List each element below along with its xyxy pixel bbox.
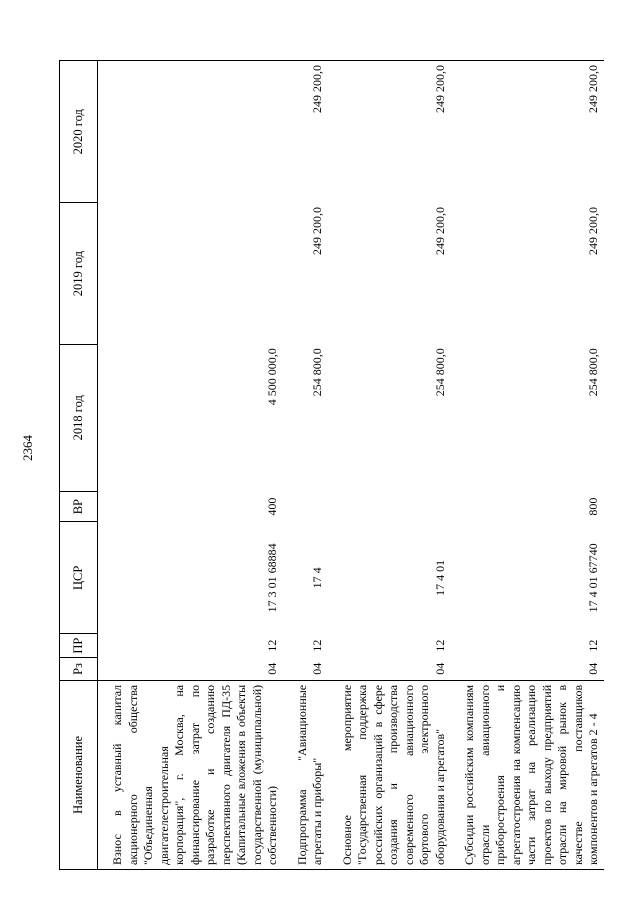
row-name: Субсидии российским компаниям отрасли авиационного приборостроения и агрегатостроения на компенсацию части затрат на реализацию проектов по выходу предприятий отрасли на мировой рынок в качестве поставщиков компонентов и агрегатов 2 - 4 bbox=[460, 680, 604, 869]
row-pr: 12 bbox=[432, 639, 447, 652]
page-number: 2364 bbox=[20, 435, 35, 461]
row-name: Основное мероприятие "Государственная поддержка российских организаций в сфере создания и производства современного авиационного бортового электронного оборудования и агрегатов" bbox=[338, 680, 451, 869]
row-csr: 17 3 01 68884 bbox=[265, 543, 279, 613]
row-pr: 12 bbox=[265, 639, 279, 652]
row-csr: 17 4 01 67740 bbox=[586, 543, 600, 613]
table-row bbox=[108, 61, 283, 870]
row-2020: 249 200,0 bbox=[460, 61, 604, 203]
row-2019: 249 200,0 bbox=[432, 206, 447, 255]
row-csr: 17 4 01 bbox=[432, 559, 447, 596]
table-row bbox=[338, 61, 451, 870]
table-row bbox=[293, 61, 328, 870]
row-2018: 254 800,0 bbox=[432, 348, 447, 397]
header-name: Наименование bbox=[60, 680, 98, 869]
row-2019 bbox=[108, 203, 283, 344]
row-2020 bbox=[108, 61, 283, 203]
row-rz: 04 bbox=[310, 662, 324, 675]
row-rz: 04 bbox=[586, 662, 600, 675]
row-csr: 17 4 bbox=[310, 567, 324, 589]
row-rz: 04 bbox=[265, 662, 279, 675]
header-vr: ВР bbox=[60, 491, 98, 522]
row-vr bbox=[293, 491, 328, 522]
row-2020: 249 200,0 bbox=[293, 61, 328, 203]
row-vr: 400 bbox=[265, 497, 279, 516]
row-2019: 249 200,0 bbox=[586, 206, 600, 255]
header-rz: Рз bbox=[60, 658, 98, 681]
header-csr: ЦСР bbox=[60, 522, 98, 634]
row-pr: 12 bbox=[586, 639, 600, 652]
header-pr: ПР bbox=[60, 634, 98, 658]
table-row bbox=[460, 61, 604, 870]
header-2020: 2020 год bbox=[60, 61, 98, 203]
row-2018: 254 800,0 bbox=[310, 348, 324, 397]
row-vr bbox=[338, 491, 451, 522]
header-2019: 2019 год bbox=[60, 203, 98, 344]
row-rz: 04 bbox=[432, 662, 447, 675]
row-2019: 249 200,0 bbox=[310, 206, 324, 255]
budget-table bbox=[59, 60, 604, 870]
row-2018: 254 800,0 bbox=[586, 348, 600, 397]
rotated-page-content bbox=[59, 60, 600, 870]
header-2018: 2018 год bbox=[60, 344, 98, 491]
row-2020: 249 200,0 bbox=[338, 61, 451, 203]
table-header-row bbox=[60, 61, 98, 870]
row-pr: 12 bbox=[310, 639, 324, 652]
row-2018: 4 500 000,0 bbox=[265, 348, 279, 406]
row-name: Взнос в уставный капитал акционерного общества "Объединенная двигателестроительная корпорация", г. Москва, на финансирование затрат по разработке и созданию перспективного двигателя ПД-35 (Капитальные вложения в объекты государственной (муниципальной) собственности) bbox=[108, 680, 283, 869]
row-name: Подпрограмма "Авиационные агрегаты и приборы" bbox=[293, 680, 328, 869]
row-vr: 800 bbox=[586, 497, 600, 516]
